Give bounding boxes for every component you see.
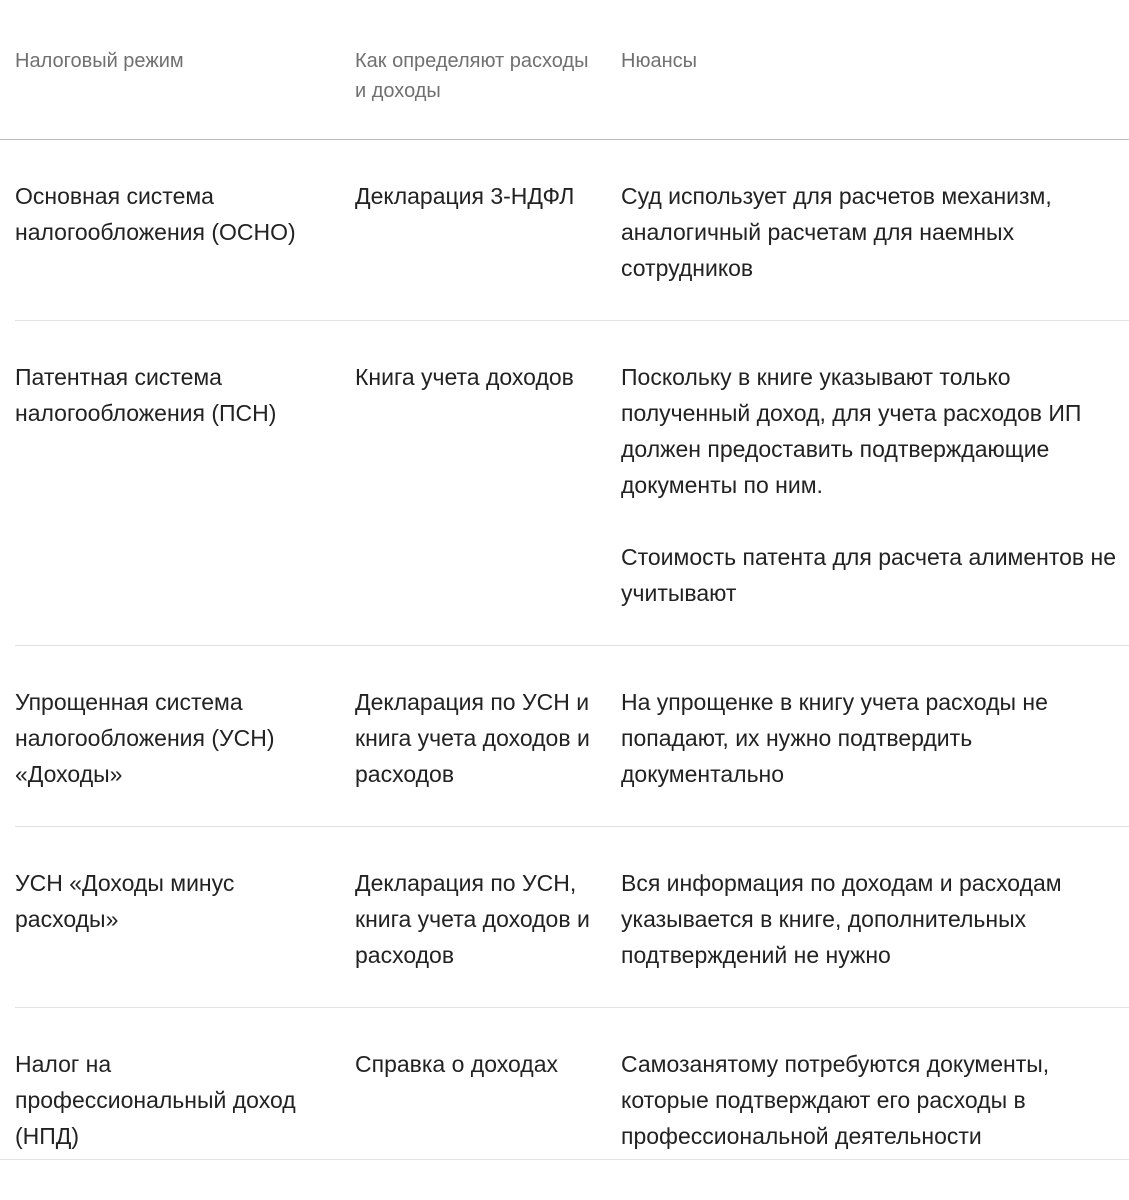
row-nuance-extra: Стоимость патента для расчета алиментов не учитывают: [621, 544, 1117, 606]
table-row: [15, 321, 1129, 646]
row-nuance: [621, 178, 1121, 286]
row-nuance-text: Суд использует для расчетов механизм, аналогичный расчетам для наемных сотрудников: [621, 183, 1052, 281]
table-row: [15, 646, 1129, 827]
row-method: Декларация по УСН, книга учета доходов и расходов: [355, 870, 590, 968]
table-row: [15, 140, 1129, 321]
row-nuance-text: Поскольку в книге указывают только полученный доход, для учета расходов ИП должен предоставить подтверждающие документы по ним.: [621, 364, 1082, 498]
row-regime: Упрощенная система налогообложения (УСН) «Доходы»: [15, 689, 275, 787]
header-method: Как определяют расходы и доходы: [355, 50, 589, 102]
table-bottom-divider: [0, 1159, 1129, 1160]
row-regime: УСН «Доходы минус расходы»: [15, 870, 235, 932]
row-method: Справка о доходах: [355, 1051, 558, 1077]
row-nuance-text: На упрощенке в книгу учета расходы не попадают, их нужно подтвердить документально: [621, 689, 1048, 787]
header-nuances: Нюансы: [621, 50, 697, 72]
table-row: [15, 1008, 1129, 1159]
row-regime: Основная система налогообложения (ОСНО): [15, 183, 296, 245]
row-nuance-text: Вся информация по доходам и расходам указывается в книге, дополнительных подтверждений не нужно: [621, 870, 1062, 968]
header-regime: Налоговый режим: [15, 50, 184, 72]
row-nuance: [621, 865, 1121, 973]
row-method: Декларация 3-НДФЛ: [355, 183, 575, 209]
row-nuance: [621, 1046, 1121, 1154]
row-method: Книга учета доходов: [355, 364, 574, 390]
row-nuance: [621, 684, 1121, 792]
row-nuance-text: Самозанятому потребуются документы, которые подтверждают его расходы в профессиональной деятельности: [621, 1051, 1050, 1149]
row-regime: Патентная система налогообложения (ПСН): [15, 364, 277, 426]
table-header: [0, 0, 1129, 140]
row-regime: Налог на профессиональный доход (НПД): [15, 1051, 296, 1149]
row-method: Декларация по УСН и книга учета доходов и расходов: [355, 689, 590, 787]
table-row: [15, 827, 1129, 1008]
row-nuance: [621, 359, 1121, 611]
